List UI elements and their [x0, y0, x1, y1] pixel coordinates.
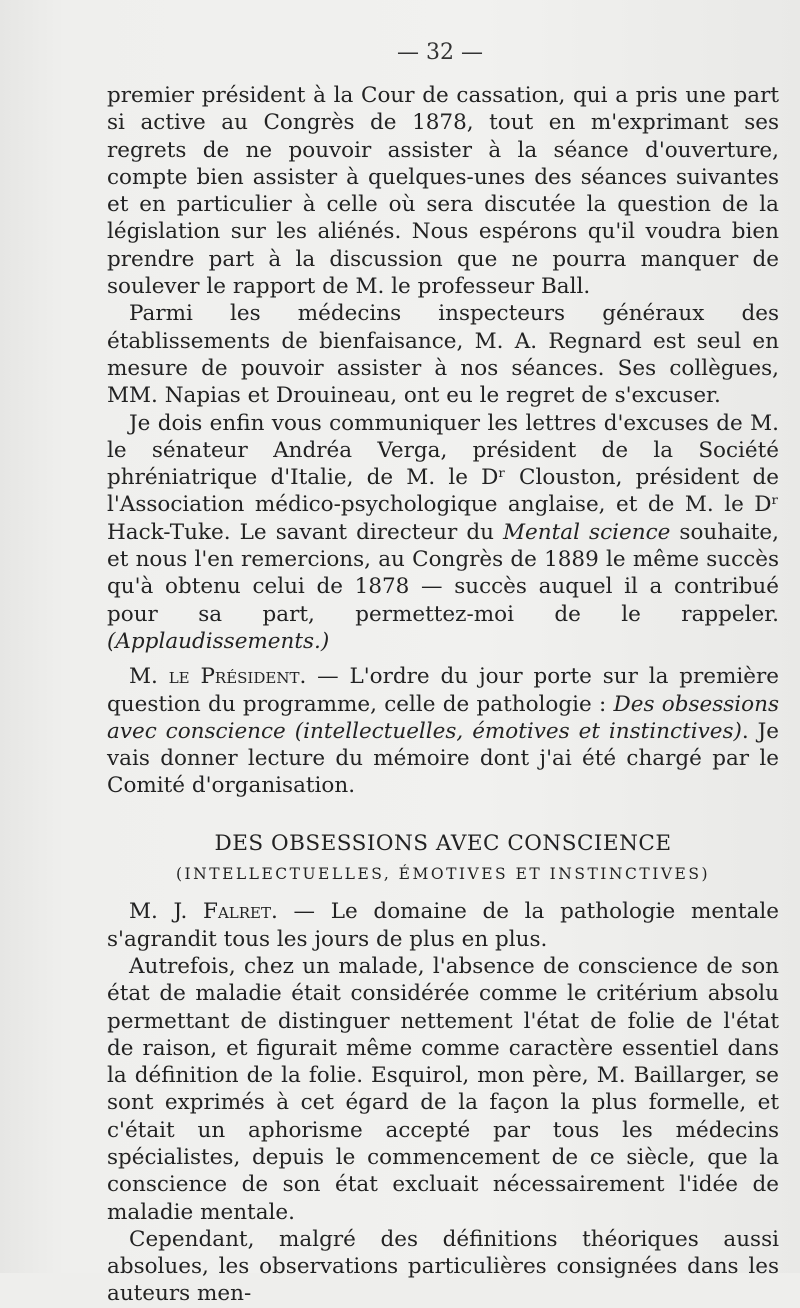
paragraph-excuses — [107, 410, 779, 656]
paragraph-cependant: Cependant, malgré des définitions théoriques aussi absolues, les observations particulières consignées dans les auteurs men- — [107, 1226, 779, 1307]
applause-note: (Applaudissements.) — [107, 628, 330, 654]
page-number: — 32 — — [397, 40, 483, 65]
paragraph-continuation: premier président à la Cour de cassation, qui a pris une part si active au Congrès de 1878, tout en m'exprimant ses regrets de ne pouvoir assister à la séance d'ouverture, compte bien assister à quelques-unes des séances suivantes et en particulier à celle où sera discutée la question de la législation sur les aliénés. Nous espérons qu'il voudra bien prendre part à la discussion que ne pourra manquer de soulever le rapport de M. le professeur Ball. — [107, 83, 779, 300]
paragraph-autrefois: Autrefois, chez un malade, l'absence de conscience de son état de maladie était considérée comme le critérium absolu permettant de distinguer nettement l'état de folie de l'état de raison, et figurait même comme caractère essentiel dans la définition de la folie. Esquirol, mon père, M. Baillarger, se sont exprimés à cet égard de la façon la plus formelle, et c'était un aphorisme accepté par tous les médecins spécialistes, depuis le commencement de ce siècle, que la conscience de son état excluait nécessairement l'idée de maladie mentale. — [107, 953, 779, 1225]
section-subheading: (INTELLECTUELLES, ÉMOTIVES ET INSTINCTIVES) — [176, 865, 710, 884]
speaker-falret: M. J. Falret. — [129, 899, 278, 925]
falret-text: — Le domaine de la pathologie mentale s'agrandit tous les jours de plus en plus. — [107, 899, 779, 952]
excuses-text-b: souhaite, et nous l'en remercions, au Congrès de 1889 le même succès qu'à obtenu celui de 1878 — succès auquel il a contribué pour sa part, permettez-moi de le rappeler. — [107, 519, 779, 627]
president-text-a: — L'ordre du jour porte sur la première question du programme, celle de pathologie : — [107, 664, 779, 717]
speaker-president: M. le Président. — [129, 664, 307, 690]
paragraph-inspectors: Parmi les médecins inspecteurs généraux des établissements de bienfaisance, M. A. Regnard est seul en mesure de pouvoir assister à nos séances. Ses collègues, MM. Napias et Drouineau, ont eu le regret de s'excuser. — [107, 301, 779, 409]
body-text — [107, 82, 779, 1308]
paragraph-president — [107, 663, 779, 799]
section-heading: DES OBSESSIONS AVEC CONSCIENCE — [214, 830, 672, 856]
excuses-text-a: Je dois enfin vous communiquer les lettres d'excuses de M. le sénateur Andréa Verga, président de la Société phréniatrique d'Italie, de M. le Dʳ Clouston, président de l'Association médico-psychologique anglaise, et de M. le Dʳ Hack-Tuke. Le savant directeur du — [107, 410, 779, 545]
journal-title: Mental science — [503, 519, 671, 545]
question-title: Des obsessions avec conscience (intellectuelles, émotives et instinctives) — [107, 691, 780, 744]
president-text-b: . Je vais donner lecture du mémoire dont j'ai été chargé par le Comité d'organisation. — [107, 718, 780, 799]
paragraph-falret — [107, 898, 779, 953]
